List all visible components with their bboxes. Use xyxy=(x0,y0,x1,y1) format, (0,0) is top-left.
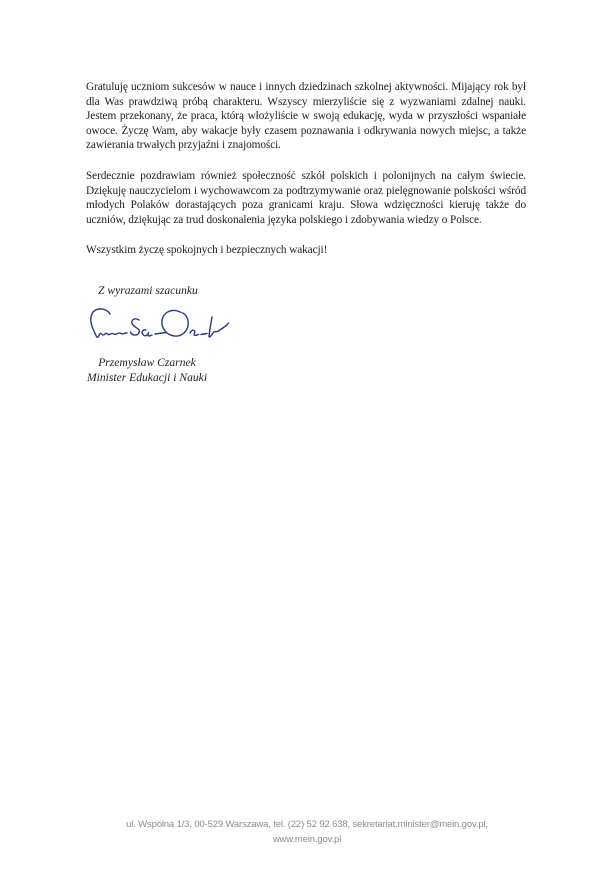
footer-address-line: ul. Wspólna 1/3, 00-529 Warszawa, tel. (22) 52 92 638, sekretariat.minister@mein.gov.pl, xyxy=(126,819,488,830)
signatory-name: Przemysław Czarnek xyxy=(98,355,196,369)
footer-website: www.mein.gov.pl xyxy=(272,834,342,845)
signatory-block xyxy=(86,355,208,385)
farewell-line: Wszystkim życzę spokojnych i bezpiecznych wakacji! xyxy=(86,244,328,257)
letter-paragraph-2: Serdecznie pozdrawiam również społeczność szkół polskich i polonijnych na całym świecie. Dziękuję nauczycielom i wychowawcom za podtrzymywanie oraz pielęgnowanie polskości wśród młodych Polaków dorastających poza granicami kraju. Słowa wdzięczności kieruję także do uczniów, dziękując za trud doskonalenia języka polskiego i zdobywania wiedzy o Polsce. xyxy=(86,169,526,226)
signatory-title: Minister Edukacji i Nauki xyxy=(86,370,208,384)
page-footer xyxy=(0,817,614,847)
closing-salutation: Z wyrazami szacunku xyxy=(98,283,198,297)
letter-body xyxy=(86,80,526,385)
handwritten-signature-icon xyxy=(84,305,234,349)
letter-paragraph-1: Gratuluję uczniom sukcesów w nauce i innych dziedzinach szkolnej aktywności. Mijający rok był dla Was prawdziwą próbą charakteru. Wszyscy mierzyliście się z wyzwaniami zdalnej nauki. Jestem przekonany, że praca, którą włożyliście w swoją edukację, wyda w przyszłości wspaniałe owoce. Życzę Wam, aby wakacje były czasem poznawania i odkrywania nowych miejsc, a także zawierania trwałych przyjaźni i znajomości. xyxy=(86,81,526,152)
